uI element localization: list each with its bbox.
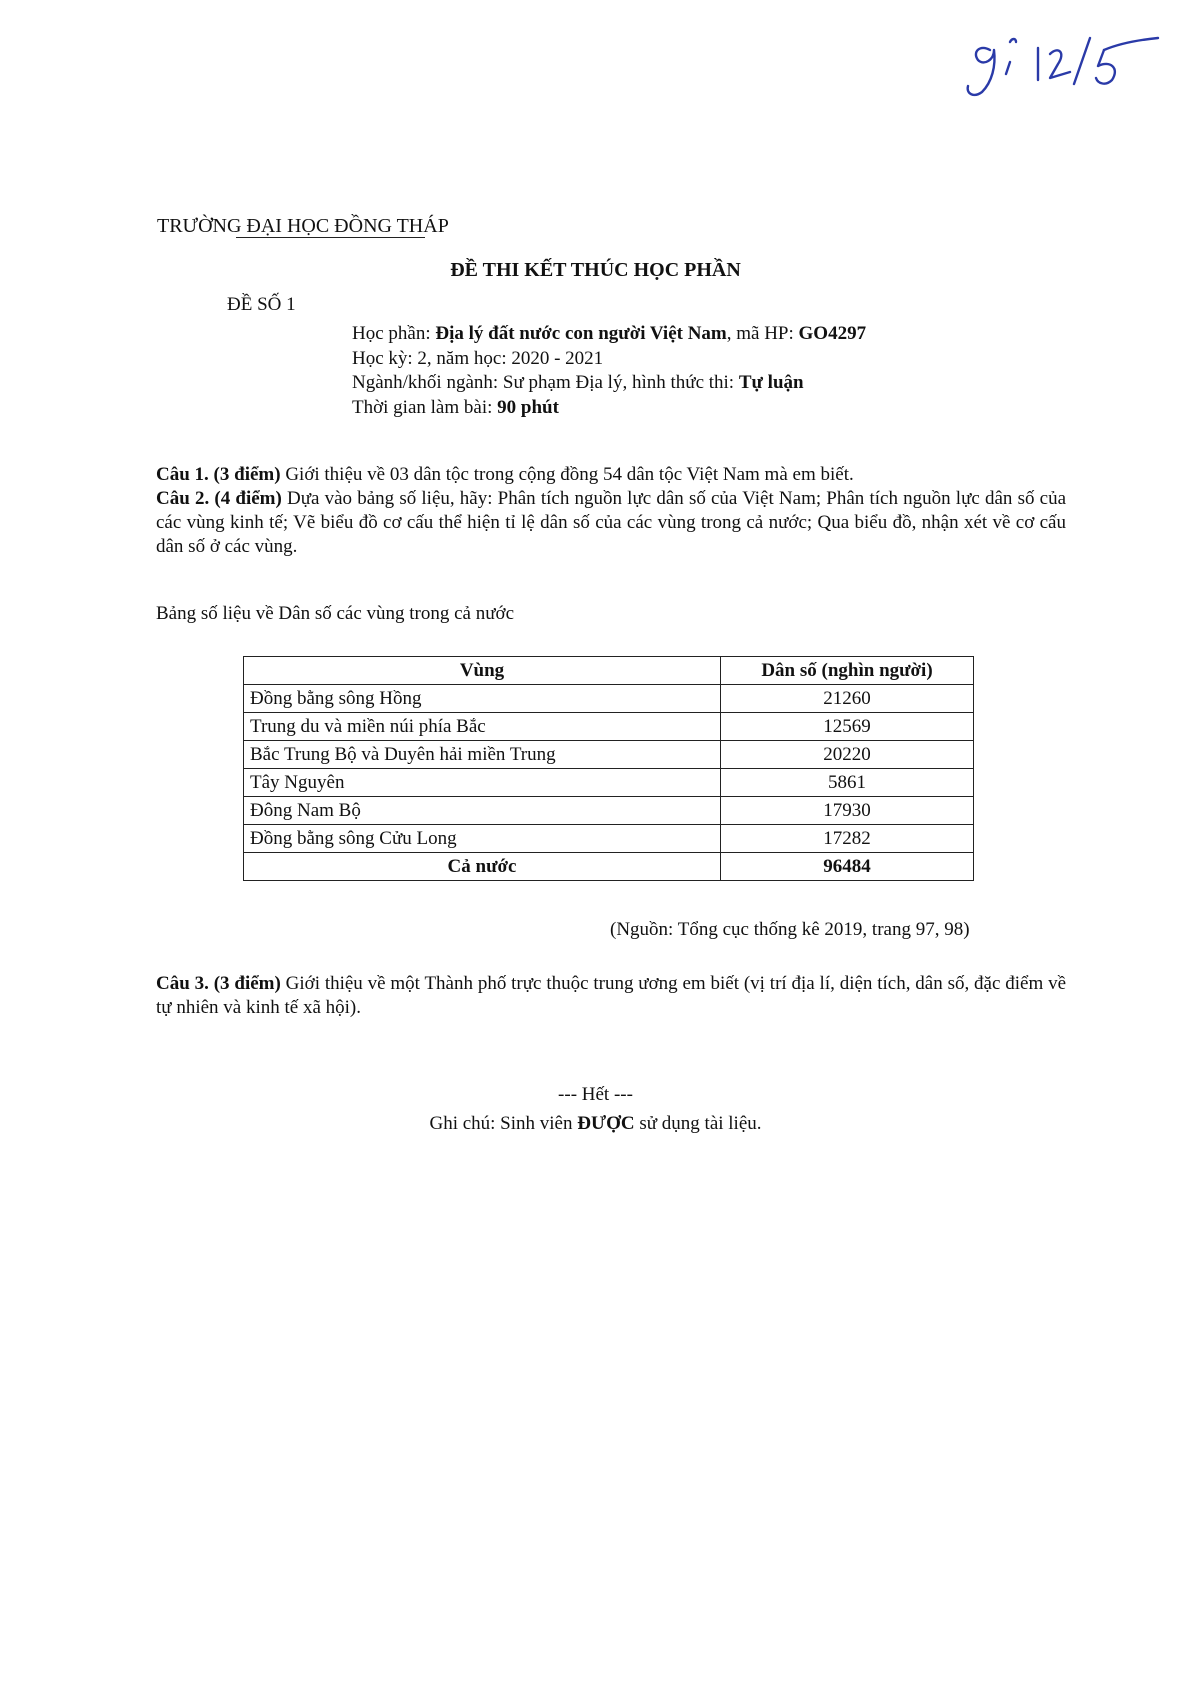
table-row [244,741,974,769]
region-cell: Trung du và miền núi phía Bắc [244,713,721,741]
population-cell: 12569 [721,713,974,741]
region-cell: Đồng bằng sông Hồng [244,685,721,713]
table-row [244,685,974,713]
header-region: Vùng [244,657,721,685]
time-value: 90 phút [497,396,559,418]
table-total-row [244,853,974,881]
population-table [243,656,974,881]
semester-line: Học kỳ: 2, năm học: 2020 - 2021 [352,347,604,369]
handwritten-grade-mark [958,20,1168,100]
header-population: Dân số (nghìn người) [721,657,974,685]
population-cell: 5861 [721,769,974,797]
course-name: Địa lý đất nước con người Việt Nam [435,323,727,344]
major-line: Ngành/khối ngành: Sư phạm Địa lý, hình thức thi: Tự luận [352,372,804,393]
region-cell: Tây Nguyên [244,769,721,797]
question-1: Câu 1. (3 điểm) Giới thiệu về 03 dân tộc trong cộng đồng 54 dân tộc Việt Nam mà em biết. [156,464,854,485]
table-row [244,769,974,797]
table-caption: Bảng số liệu về Dân số các vùng trong cả nước [156,603,515,624]
population-cell: 20220 [721,741,974,769]
end-marker: --- Hết --- [558,1084,633,1105]
course-code: GO4297 [798,323,867,344]
table-row [244,797,974,825]
footer-note: Ghi chú: Sinh viên ĐƯỢC sử dụng tài liệu. [429,1113,762,1134]
course-line: Học phần: Địa lý đất nước con người Việt Nam, mã HP: GO4297 [352,323,867,344]
exam-form: Tự luận [738,372,804,393]
region-cell: Đồng bằng sông Cửu Long [244,825,721,853]
school-name: TRƯỜNG ĐẠI HỌC ĐỒNG THÁP [157,215,449,237]
table-row [244,825,974,853]
table-row [244,713,974,741]
exam-info [352,322,866,420]
time-line: Thời gian làm bài: 90 phút [352,396,559,418]
questions-block [156,463,1066,559]
exam-title: ĐỀ THI KẾT THÚC HỌC PHẦN [450,259,741,281]
population-cell: 17930 [721,797,974,825]
population-cell: 21260 [721,685,974,713]
exam-number: ĐỀ SỐ 1 [227,294,296,315]
table-source: (Nguồn: Tổng cục thống kê 2019, trang 97, 98) [610,919,970,940]
school-name-underline [236,237,425,238]
region-cell: Đông Nam Bộ [244,797,721,825]
total-population-cell: 96484 [721,853,974,881]
question-2: Câu 2. (4 điểm) Dựa vào bảng số liệu, hãy: Phân tích nguồn lực dân số của Việt Nam; Phân tích nguồn lực dân số của các vùng kinh tế; Vẽ biểu đồ cơ cấu thể hiện tỉ lệ dân số của các vùng trong cả nước; Qua biểu đồ, nhận xét về cơ cấu dân số ở các vùng. [156,488,1067,557]
region-cell: Bắc Trung Bộ và Duyên hải miền Trung [244,741,721,769]
question-3: Câu 3. (3 điểm) Giới thiệu về một Thành phố trực thuộc trung ương em biết (vị trí địa lí, diện tích, dân số, đặc điểm về tự nhiên và kinh tế xã hội). [156,973,1067,1018]
population-cell: 17282 [721,825,974,853]
table-header-row [244,657,974,685]
total-region-cell: Cả nước [244,853,721,881]
